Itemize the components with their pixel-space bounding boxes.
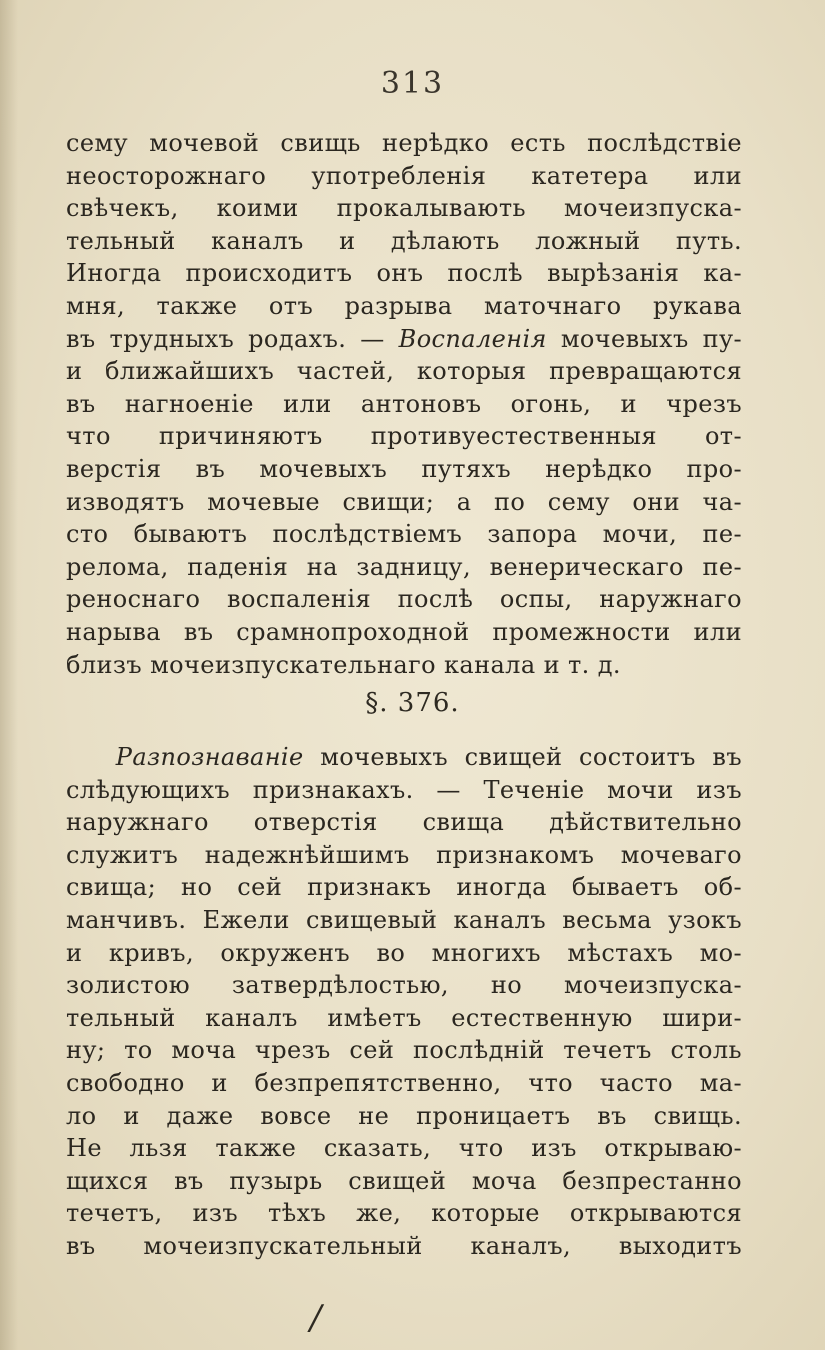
text-line: и кривъ, окруженъ во многихъ мѣстахъ мо- (66, 938, 742, 967)
text-line: служитъ надежнѣйшимъ признакомъ мочеваго (66, 840, 742, 869)
text-line: свища; но сей признакъ иногда бываетъ об- (66, 873, 742, 902)
emphasis-term: Разпознаваніе (115, 743, 304, 771)
text-line: релома, паденія на задницу, венерическаго пе- (66, 552, 742, 581)
text-line: въ мочеизпускательный каналъ, выходитъ (66, 1231, 742, 1260)
text-line: слѣдующихъ признакахъ. — Теченіе мочи изъ (66, 775, 742, 804)
section-heading: §. 376. (365, 688, 460, 718)
text-line: ло и даже вовсе не проницаетъ въ свищь. (66, 1101, 742, 1130)
text-line: тельный каналъ и дѣлають ложный путь. (66, 226, 742, 255)
text-line: верстія въ мочевыхъ путяхъ нерѣдко про- (66, 454, 742, 483)
text-line: тельный каналъ имѣетъ естественную шири- (66, 1003, 742, 1032)
text-line: свободно и безпрепятственно, что часто ма- (66, 1068, 742, 1097)
text-segment: въ трудныхъ родахъ. — (66, 324, 385, 353)
text-line: щихся въ пузырь свищей моча безпрестанно (66, 1166, 742, 1195)
emphasis-term: Воспаленія (398, 324, 547, 353)
text-line-with-emphasis (66, 741, 742, 774)
text-line: реноснаго воспаленія послѣ оспы, наружнаго (66, 585, 742, 614)
text-line: что причиняютъ противуестественныя от- (66, 422, 742, 451)
page-number: 313 (380, 66, 445, 101)
text-line: и ближайшихъ частей, которыя превращаются (66, 357, 742, 386)
text-line: наружнаго отверстія свища дѣйствительно (66, 808, 742, 837)
text-line: сему мочевой свищь нерѣдко есть послѣдствіе (66, 129, 742, 157)
text-line: мня, также отъ разрыва маточнаго рукава (66, 291, 742, 320)
text-line: неосторожнаго употребленія катетера или (66, 161, 742, 190)
text-line: Не льзя также сказать, что изъ открываю- (66, 1134, 742, 1163)
text-segment: мочевыхъ свищей состоитъ въ (320, 743, 742, 771)
text-line: свѣчекъ, коими прокалывають мочеизпуска- (66, 194, 742, 223)
text-line: изводятъ мочевые свищи; а по сему они ча- (66, 487, 742, 516)
text-segment: мочевыхъ пу- (560, 324, 743, 353)
paragraph-2 (66, 741, 742, 1263)
signature-mark: / (310, 1298, 322, 1338)
text-line: Иногда происходитъ онъ послѣ вырѣзанія ка- (66, 259, 742, 288)
text-line: золистою затвердѣлостью, но мочеизпуска- (66, 971, 742, 1000)
paragraph-1 (66, 127, 742, 681)
text-line: ну; то моча чрезъ сей послѣдній течетъ столь (66, 1036, 742, 1065)
text-line: въ нагноеніе или антоновъ огонь, и чрезъ (66, 389, 742, 418)
text-line: нарыва въ срамнопроходной промежности или (66, 617, 742, 646)
text-line: течетъ, изъ тѣхъ же, которые открываются (66, 1199, 742, 1228)
text-line-with-emphasis (66, 323, 742, 356)
text-line: близъ мочеизпускательнаго канала и т. д. (66, 650, 621, 679)
text-line: сто бываютъ послѣдствіемъ запора мочи, пе- (66, 520, 742, 549)
text-line: манчивъ. Ежели свищевый каналъ весьма узокъ (66, 905, 742, 934)
spine-shadow (0, 0, 18, 1350)
